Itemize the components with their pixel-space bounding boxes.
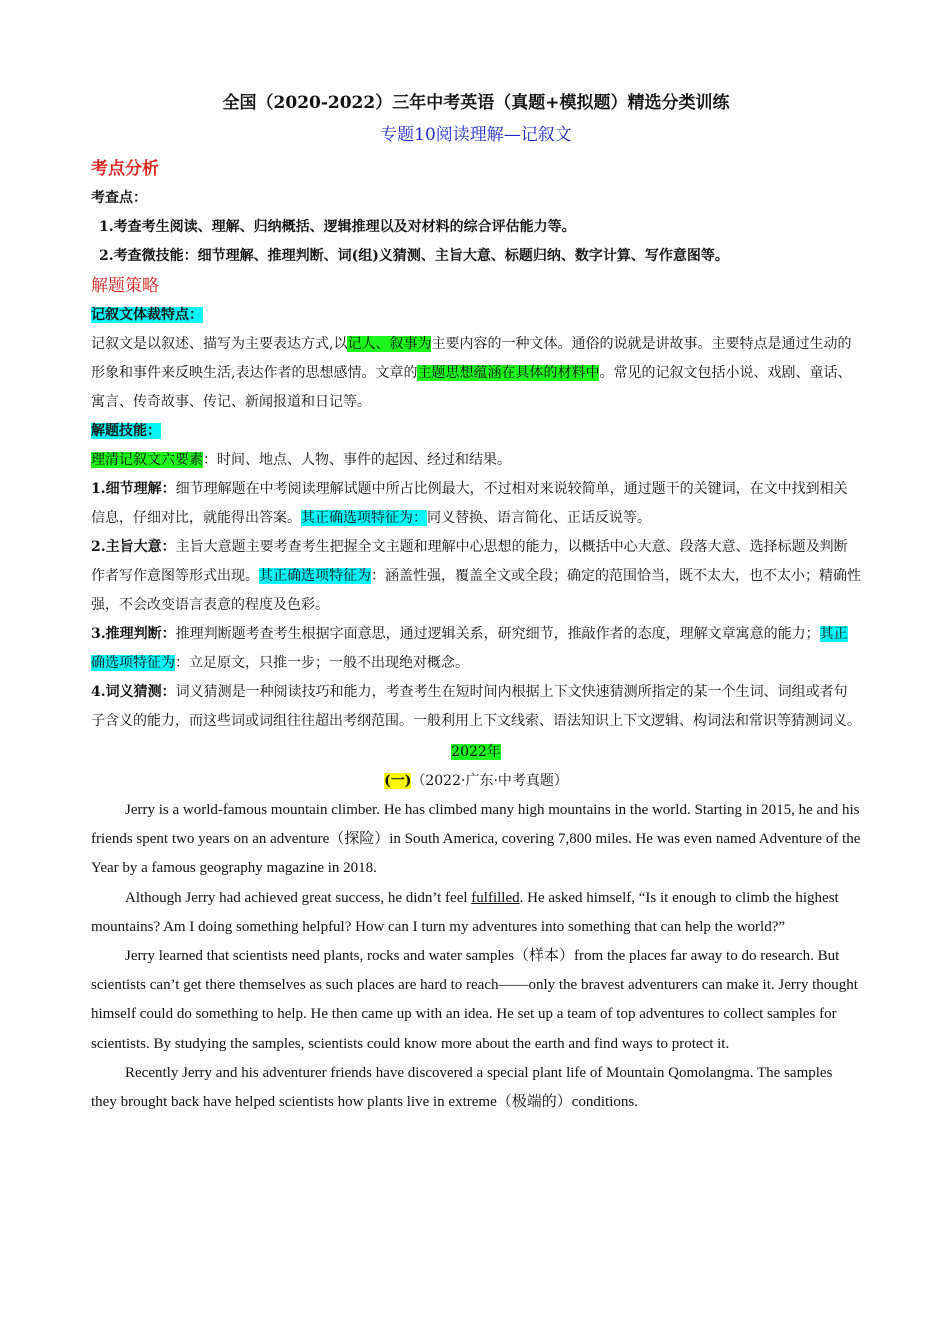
skill-2-highlight: 其正确选项特征为 [259,568,371,584]
passage-text: . He asked himself, “Is it enough to climb the highest mountains? Am I doing something helpful? How can I turn my adventures into something that can help the world?” [91,889,839,935]
skill-3 [91,620,861,678]
year-line [91,738,861,767]
genre-text: 。常见的记叙文包括小说、戏剧、童话、寓言、传奇故事、传记、新闻报道和日记等。 [91,365,852,410]
underlined-word: fulfilled [471,889,520,906]
six-elements-highlight: 理清记叙文六要素 [91,452,203,468]
skill-4-label: 4.词义猜测： [91,684,176,700]
skill-label: 解题技能： [91,423,161,439]
passage-source: （2022·广东·中考真题） [411,773,568,789]
skill-2-label: 2.主旨大意： [91,539,176,555]
six-elements [91,446,861,475]
analysis-point-2: 2.考查微技能：细节理解、推理判断、词(组)义猜测、主旨大意、标题归纳、数字计算、写作意图等。 [99,248,729,264]
skill-1-text: 同义替换、语言简化、正话反说等。 [427,510,651,526]
document-page [91,88,861,1117]
passage-text: Although Jerry had achieved great success, he didn’t feel [125,889,472,906]
skill-1-label: 1.细节理解： [91,481,176,497]
genre-label: 记叙文体裁特点： [91,307,203,323]
strategy-heading: 解题策略 [91,276,159,296]
genre-text: 主要内容的一种文体。通俗的说就是讲故事。主要特点是通过生动的形象和事件来反映生活,表达作者的思想感情。文章的 [91,336,852,381]
passage-paragraph-2 [91,884,861,942]
skill-label-line [91,417,861,446]
skill-4 [91,678,861,736]
skill-2-text: ：涵盖性强，覆盖全文或全段；确定的范围恰当，既不太大，也不太小；精确性强，不会改变语言表意的程度及色彩。 [91,568,861,613]
skill-2-text: 主旨大意题主要考查考生把握全文主题和理解中心思想的能力，以概括中心大意、段落大意、选择标题及判断作者写作意图等形式出现。 [91,539,848,584]
passage-paragraph-1: Jerry is a world-famous mountain climber. He has climbed many high mountains in the world. Starting in 2015, he and his friends spent two years on an adventure（探险）in South America, covering 7,800 miles. He was even named Adventure of the Year by a famous geography magazine in 2018. [91,802,861,877]
skill-3-highlight: 其正确选项特征为 [91,626,848,671]
passage-header [91,767,861,796]
skill-1-highlight: 其正确选项特征为： [301,510,427,526]
skill-3-text: ：立足原文，只推一步；一般不出现绝对概念。 [175,655,469,671]
document-subtitle: 专题10阅读理解—记叙文 [380,125,572,145]
genre-highlight-1: 记人、叙事为 [347,336,432,352]
genre-highlight-2: 主题思想蕴涵在具体的材料中 [417,365,600,381]
skill-3-text: 推理判断题考查考生根据字面意思，通过逻辑关系，研究细节，推敲作者的态度，理解文章寓意的能力； [175,626,820,642]
skill-3-label: 3.推理判断： [91,626,176,642]
skill-4-text: 词义猜测是一种阅读技巧和能力，考查考生在短时间内根据上下文快速猜测所指定的某一个生词、词组或者句子含义的能力，而这些词或词组往往超出考纲范围。一般利用上下文线索、语法知识上下文逻辑、构词法和常识等猜测词义。 [91,684,861,729]
genre-text: 记叙文是以叙述、描写为主要表达方式,以 [91,336,348,352]
analysis-heading: 考点分析 [91,159,159,179]
six-elements-text: ：时间、地点、人物、事件的起因、经过和结果。 [203,452,511,468]
skill-1-text: 细节理解题在中考阅读理解试题中所占比例最大，不过相对来说较简单，通过题干的关键词，在文中找到相关信息，仔细对比，就能得出答案。 [91,481,848,526]
document-title: 全国（2020-2022）三年中考英语（真题+模拟题）精选分类训练 [222,93,730,113]
analysis-label: 考查点： [91,190,147,206]
skill-1 [91,475,861,533]
passage-number: (一) [384,773,412,789]
analysis-point-1: 1.考查考生阅读、理解、归纳概括、逻辑推理以及对材料的综合评估能力等。 [99,219,576,235]
genre-paragraph [91,330,861,417]
passage-paragraph-4: Recently Jerry and his adventurer friends have discovered a special plant life of Mountain Qomolangma. The samples they brought back have helped scientists how plants live in extreme（极端的）conditions. [91,1064,833,1111]
genre-label-line [91,301,861,330]
skill-2 [91,533,861,620]
year-label: 2022年 [451,744,501,760]
passage-paragraph-3: Jerry learned that scientists need plants, rocks and water samples（样本）from the places far away to do research. But scientists can’t get there themselves as such places are hard to reach——only the bravest adventurers can make it. Jerry thought himself could do something to help. He then came up with an idea. He set up a team of top adventures to collect samples for scientists. By studying the samples, scientists could know more about the earth and find ways to protect it. [91,948,858,1052]
